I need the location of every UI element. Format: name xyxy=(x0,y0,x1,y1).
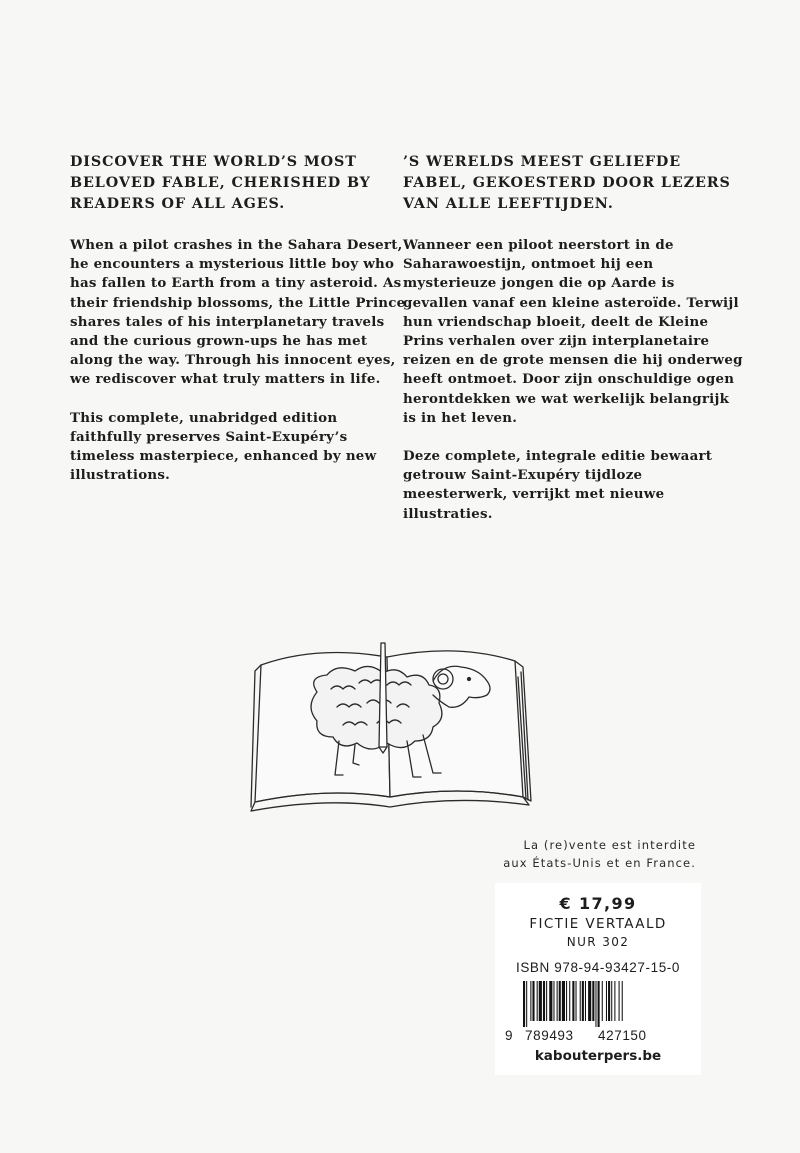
nur-code: NUR 302 xyxy=(566,935,630,949)
barcode-bar xyxy=(546,981,547,1021)
barcode-bar xyxy=(576,981,577,1021)
resale-notice-line-2: aux États-Unis et en France. xyxy=(503,856,696,870)
barcode-digits-right: 427150 xyxy=(598,1028,647,1043)
dutch-headline: ’S WERELDS MEEST GELIEFDE FABEL, GEKOESTERD DOOR LEZERS VAN ALLE LEEFTIJDEN. xyxy=(403,154,731,212)
barcode-bar xyxy=(543,981,545,1021)
barcode-bar xyxy=(523,981,525,1027)
resale-notice-line-1: La (re)vente est interdite xyxy=(523,838,696,852)
barcode-bar xyxy=(539,981,542,1021)
barcode-bar xyxy=(566,981,567,1021)
english-edition-note: This complete, unabridged edition faithfully preserves Saint-Exupéry’s timeless masterpiece, enhanced by new illustrations. xyxy=(70,409,377,484)
barcode-bar xyxy=(602,981,603,1021)
barcode-bar xyxy=(572,981,574,1021)
barcode-bar xyxy=(595,981,596,1027)
sheep-book-illustration xyxy=(247,637,552,817)
english-headline: DISCOVER THE WORLD’S MOST BELOVED FABLE, CHERISHED BY READERS OF ALL AGES. xyxy=(70,154,371,212)
barcode-bar xyxy=(606,981,607,1021)
barcode-bar xyxy=(553,981,554,1021)
publisher-website: kabouterpers.be xyxy=(534,1048,662,1064)
barcode-digits-left: 789493 xyxy=(525,1028,574,1043)
barcode-bar xyxy=(611,981,612,1021)
barcode-bar xyxy=(608,981,610,1021)
barcode-digit-prefix: 9 xyxy=(505,1028,514,1043)
isbn: ISBN 978-94-93427-15-0 xyxy=(515,960,681,975)
barcode-bar xyxy=(569,981,570,1021)
barcode-bar xyxy=(532,981,534,1021)
price: € 17,99 xyxy=(559,894,637,913)
barcode-bar xyxy=(588,981,591,1021)
barcode-bar xyxy=(526,981,527,1027)
resale-notice xyxy=(503,836,696,872)
barcode-bar xyxy=(530,981,531,1021)
barcode-bar xyxy=(582,981,584,1021)
english-column xyxy=(70,152,410,485)
barcode-bar xyxy=(562,981,565,1021)
barcode-bar xyxy=(592,981,594,1021)
barcode-bar xyxy=(585,981,586,1021)
genre-label: FICTIE VERTAALD xyxy=(529,916,667,932)
english-synopsis: When a pilot crashes in the Sahara Desert, he encounters a mysterious little boy who has fallen to Earth from a tiny asteroid. As their friendship blossoms, the Little Prince shares tales of his interplanetary travels and the curious grown-ups he has met along the way. Through his innocent eyes, we rediscover what truly matters in life. xyxy=(70,237,406,388)
barcode-bar xyxy=(559,981,561,1021)
barcode-bar xyxy=(619,981,620,1021)
barcode-bar xyxy=(580,981,581,1021)
barcode xyxy=(513,981,673,1027)
barcode-bar xyxy=(549,981,552,1021)
dutch-column xyxy=(403,152,743,524)
barcode-bar xyxy=(537,981,538,1021)
barcode-bar xyxy=(557,981,558,1021)
barcode-bar xyxy=(598,981,600,1027)
dutch-edition-note: Deze complete, integrale editie bewaart getrouw Saint-Exupéry tijdloze meesterwerk, verrijkt met nieuwe illustraties. xyxy=(403,448,713,522)
barcode-bar xyxy=(614,981,615,1021)
barcode-bar xyxy=(622,981,623,1021)
dutch-synopsis: Wanneer een piloot neerstort in de Saharawoestijn, ontmoet hij een mysterieuze jongen die op Aarde is gevallen vanaf een kleine asteroïde. Terwijl hun vriendschap bloeit, deelt de Kleine Prins verhalen over zijn interplanetaire reizen en de grote mensen die hij onderweg heeft ontmoet. Door zijn onschuldige ogen herontdekken we wat werkelijk belangrijk is in het leven. xyxy=(403,237,743,426)
price-barcode-box xyxy=(495,883,701,1075)
